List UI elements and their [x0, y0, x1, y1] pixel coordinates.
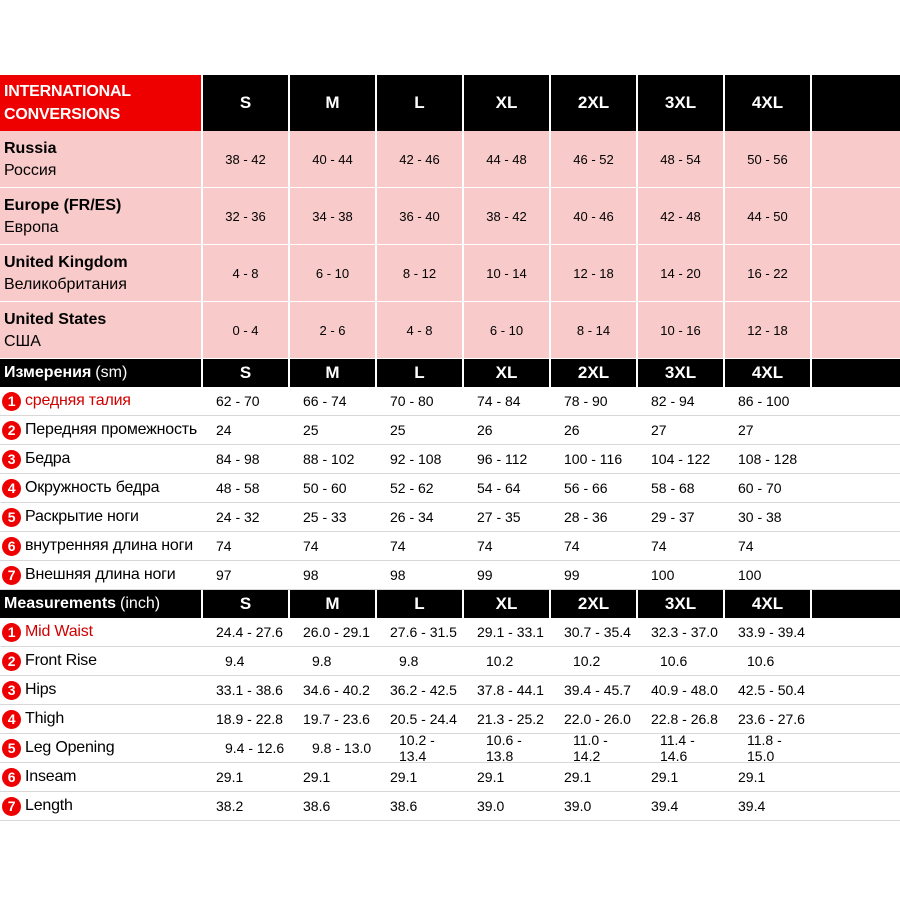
size-header-xl: XL: [464, 75, 551, 131]
measurement-value: 22.8 - 26.8: [638, 705, 725, 733]
measurement-value: 9.8: [290, 647, 377, 675]
measurement-row: [0, 763, 900, 792]
empty-cell: [812, 618, 900, 646]
measurement-row: [0, 416, 900, 445]
size-header-xl: XL: [464, 590, 551, 618]
empty-cell: [812, 647, 900, 675]
size-header-3xl: 3XL: [638, 359, 725, 387]
measurement-value: 98: [290, 561, 377, 589]
measurement-value: 39.4: [725, 792, 812, 820]
measurement-value: 29.1: [377, 763, 464, 791]
measurement-value: 60 - 70: [725, 474, 812, 502]
empty-cell: [812, 532, 900, 560]
conversion-value: 40 - 44: [290, 131, 377, 187]
size-header-m: M: [290, 359, 377, 387]
measurement-value: 34.6 - 40.2: [290, 676, 377, 704]
measurement-value: 26.0 - 29.1: [290, 618, 377, 646]
measurement-value: 30.7 - 35.4: [551, 618, 638, 646]
conversion-value: 38 - 42: [464, 188, 551, 244]
measurement-value: 25 - 33: [290, 503, 377, 531]
measurement-value: 74: [377, 532, 464, 560]
measurement-value: 74: [203, 532, 290, 560]
measurement-value: 98: [377, 561, 464, 589]
measurement-value: 29 - 37: [638, 503, 725, 531]
conversion-value: 42 - 46: [377, 131, 464, 187]
measurement-value: 104 - 122: [638, 445, 725, 473]
measurement-value: 100 - 116: [551, 445, 638, 473]
measurement-value: 56 - 66: [551, 474, 638, 502]
measurement-value: 29.1: [638, 763, 725, 791]
measurement-row: [0, 474, 900, 503]
conversion-value: 8 - 12: [377, 245, 464, 301]
measurement-name: Внешняя длина ноги: [25, 566, 176, 583]
title-line-2: CONVERSIONS: [4, 106, 121, 123]
measurement-value: 10.2: [551, 647, 638, 675]
measurement-name: Hips: [25, 681, 57, 698]
measurement-value: 48 - 58: [203, 474, 290, 502]
conversion-value: 8 - 14: [551, 302, 638, 358]
conversion-value: 34 - 38: [290, 188, 377, 244]
country-name: United Kingdom: [4, 253, 128, 271]
measurement-value: 33.1 - 38.6: [203, 676, 290, 704]
measurement-value: 27: [725, 416, 812, 444]
conversion-value: 12 - 18: [551, 245, 638, 301]
measurement-value: 26 - 34: [377, 503, 464, 531]
conversion-value: 4 - 8: [377, 302, 464, 358]
conversion-value: 16 - 22: [725, 245, 812, 301]
conversion-value: 32 - 36: [203, 188, 290, 244]
measurement-value: 27: [638, 416, 725, 444]
measurement-value: 42.5 - 50.4: [725, 676, 812, 704]
measurement-label: [0, 647, 203, 675]
measurement-value: 39.0: [464, 792, 551, 820]
measurement-value: 39.0: [551, 792, 638, 820]
empty-header-cell: [812, 359, 900, 387]
international-header-row: [0, 75, 900, 131]
measurement-value: 24 - 32: [203, 503, 290, 531]
measurement-label: [0, 734, 203, 762]
measurements-inch-unit: (inch): [120, 595, 161, 612]
measurement-row: [0, 445, 900, 474]
measurement-name: Бедра: [25, 450, 71, 467]
conversion-value: 4 - 8: [203, 245, 290, 301]
country-name: United States: [4, 310, 107, 328]
size-header-3xl: 3XL: [638, 590, 725, 618]
measurement-value: 97: [203, 561, 290, 589]
measurement-value: 70 - 80: [377, 387, 464, 415]
empty-cell: [812, 302, 900, 358]
measurement-value: 20.5 - 24.4: [377, 705, 464, 733]
empty-cell: [812, 763, 900, 791]
empty-cell: [812, 131, 900, 187]
measurement-value: 29.1: [725, 763, 812, 791]
measurement-row: [0, 561, 900, 590]
measurement-name: Окружность бедра: [25, 479, 160, 496]
measurement-value: 36.2 - 42.5: [377, 676, 464, 704]
conversion-value: 44 - 50: [725, 188, 812, 244]
measurement-value: 99: [464, 561, 551, 589]
measurement-name: Передняя промежность: [25, 421, 198, 438]
measurement-value: 99: [551, 561, 638, 589]
empty-cell: [812, 734, 900, 762]
measurement-value: 66 - 74: [290, 387, 377, 415]
measurement-value: 28 - 36: [551, 503, 638, 531]
measurement-value: 108 - 128: [725, 445, 812, 473]
measurements-sm-unit: (sm): [95, 364, 128, 381]
number-badge-icon: 5: [2, 508, 21, 527]
measurement-name: Раскрытие ноги: [25, 508, 139, 525]
measurement-value: 74 - 84: [464, 387, 551, 415]
number-badge-icon: 7: [2, 797, 21, 816]
size-header-m: M: [290, 75, 377, 131]
measurement-value: 29.1: [203, 763, 290, 791]
measurement-value: 39.4: [638, 792, 725, 820]
number-badge-icon: 3: [2, 681, 21, 700]
conversion-value: 12 - 18: [725, 302, 812, 358]
number-badge-icon: 1: [2, 392, 21, 411]
measurement-value: 82 - 94: [638, 387, 725, 415]
conversion-value: 10 - 16: [638, 302, 725, 358]
number-badge-icon: 2: [2, 652, 21, 671]
country-name-ru: Россия: [4, 161, 57, 179]
conversion-value: 44 - 48: [464, 131, 551, 187]
measurement-value: 52 - 62: [377, 474, 464, 502]
empty-cell: [812, 561, 900, 589]
measurement-label: [0, 445, 203, 473]
measurement-row: [0, 792, 900, 821]
measurements-sm-title: [0, 359, 203, 387]
conversion-value: 0 - 4: [203, 302, 290, 358]
measurement-value: 74: [638, 532, 725, 560]
measurement-label: [0, 474, 203, 502]
measurement-value: 23.6 - 27.6: [725, 705, 812, 733]
measurements-sm-header-row: [0, 359, 900, 387]
size-header-l: L: [377, 359, 464, 387]
country-name-ru: США: [4, 332, 41, 350]
country-label: [0, 302, 203, 358]
size-header-3xl: 3XL: [638, 75, 725, 131]
number-badge-icon: 1: [2, 623, 21, 642]
measurement-value: 38.2: [203, 792, 290, 820]
measurement-value: 10.6 - 13.8: [464, 734, 551, 762]
size-header-s: S: [203, 590, 290, 618]
measurement-value: 37.8 - 44.1: [464, 676, 551, 704]
measurement-name: Front Rise: [25, 652, 97, 669]
conversion-value: 2 - 6: [290, 302, 377, 358]
empty-cell: [812, 705, 900, 733]
measurement-value: 18.9 - 22.8: [203, 705, 290, 733]
number-badge-icon: 4: [2, 479, 21, 498]
measurement-value: 9.8: [377, 647, 464, 675]
measurement-row: [0, 387, 900, 416]
number-badge-icon: 4: [2, 710, 21, 729]
empty-cell: [812, 792, 900, 820]
measurement-row: [0, 647, 900, 676]
number-badge-icon: 3: [2, 450, 21, 469]
country-name-ru: Великобритания: [4, 275, 127, 293]
measurement-value: 26: [551, 416, 638, 444]
size-header-m: M: [290, 590, 377, 618]
measurement-value: 11.4 - 14.6: [638, 734, 725, 762]
measurement-name: Inseam: [25, 768, 77, 785]
empty-cell: [812, 503, 900, 531]
title-line-1: INTERNATIONAL: [4, 83, 131, 100]
measurement-value: 38.6: [377, 792, 464, 820]
measurement-row: [0, 503, 900, 532]
measurement-value: 33.9 - 39.4: [725, 618, 812, 646]
measurement-label: [0, 676, 203, 704]
measurement-name: Thigh: [25, 710, 65, 727]
measurement-value: 54 - 64: [464, 474, 551, 502]
measurement-name: внутренняя длина ноги: [25, 537, 194, 554]
measurements-inch-title: [0, 590, 203, 618]
measurement-value: 74: [551, 532, 638, 560]
conversion-value: 6 - 10: [464, 302, 551, 358]
country-name-ru: Европа: [4, 218, 59, 236]
conversion-value: 42 - 48: [638, 188, 725, 244]
empty-cell: [812, 387, 900, 415]
number-badge-icon: 2: [2, 421, 21, 440]
measurements-inch-title-text: Measurements: [4, 595, 117, 612]
country-name: Europe (FR/ES): [4, 196, 122, 214]
measurement-value: 25: [377, 416, 464, 444]
conversion-value: 10 - 14: [464, 245, 551, 301]
measurement-value: 62 - 70: [203, 387, 290, 415]
measurement-value: 58 - 68: [638, 474, 725, 502]
measurement-value: 10.2 - 13.4: [377, 734, 464, 762]
measurement-value: 10.6: [725, 647, 812, 675]
conversion-value: 48 - 54: [638, 131, 725, 187]
country-label: [0, 188, 203, 244]
conversion-value: 6 - 10: [290, 245, 377, 301]
measurements-inch-header-row: [0, 590, 900, 618]
measurement-label: [0, 763, 203, 791]
measurement-value: 24.4 - 27.6: [203, 618, 290, 646]
measurement-value: 100: [725, 561, 812, 589]
conversion-row: [0, 302, 900, 359]
measurement-value: 24: [203, 416, 290, 444]
measurement-value: 29.1: [464, 763, 551, 791]
conversion-value: 40 - 46: [551, 188, 638, 244]
size-header-s: S: [203, 75, 290, 131]
conversion-row: [0, 245, 900, 302]
measurement-value: 100: [638, 561, 725, 589]
size-header-4xl: 4XL: [725, 590, 812, 618]
size-header-xl: XL: [464, 359, 551, 387]
size-header-l: L: [377, 590, 464, 618]
measurement-value: 9.4 - 12.6: [203, 734, 290, 762]
empty-cell: [812, 416, 900, 444]
conversion-row: [0, 188, 900, 245]
measurement-value: 32.3 - 37.0: [638, 618, 725, 646]
conversion-value: 46 - 52: [551, 131, 638, 187]
measurement-value: 74: [464, 532, 551, 560]
measurement-value: 50 - 60: [290, 474, 377, 502]
measurement-value: 96 - 112: [464, 445, 551, 473]
measurement-value: 19.7 - 23.6: [290, 705, 377, 733]
measurement-name: Mid Waist: [25, 623, 93, 640]
empty-cell: [812, 188, 900, 244]
measurement-value: 30 - 38: [725, 503, 812, 531]
conversion-value: 36 - 40: [377, 188, 464, 244]
measurement-value: 38.6: [290, 792, 377, 820]
measurement-value: 84 - 98: [203, 445, 290, 473]
size-header-4xl: 4XL: [725, 75, 812, 131]
measurement-label: [0, 792, 203, 820]
measurement-label: [0, 503, 203, 531]
measurement-value: 78 - 90: [551, 387, 638, 415]
number-badge-icon: 6: [2, 537, 21, 556]
measurement-value: 25: [290, 416, 377, 444]
measurement-value: 74: [725, 532, 812, 560]
measurement-value: 9.4: [203, 647, 290, 675]
measurement-name: Leg Opening: [25, 739, 115, 756]
measurement-value: 9.8 - 13.0: [290, 734, 377, 762]
measurement-label: [0, 618, 203, 646]
measurement-row: [0, 734, 900, 763]
measurement-row: [0, 532, 900, 561]
measurement-value: 11.0 - 14.2: [551, 734, 638, 762]
country-label: [0, 245, 203, 301]
size-header-2xl: 2XL: [551, 590, 638, 618]
measurements-sm-title-text: Измерения: [4, 364, 92, 381]
measurement-value: 29.1 - 33.1: [464, 618, 551, 646]
empty-cell: [812, 245, 900, 301]
country-label: [0, 131, 203, 187]
measurement-value: 22.0 - 26.0: [551, 705, 638, 733]
measurement-value: 11.8 - 15.0: [725, 734, 812, 762]
measurement-value: 27 - 35: [464, 503, 551, 531]
country-name: Russia: [4, 139, 57, 157]
number-badge-icon: 6: [2, 768, 21, 787]
conversion-value: 14 - 20: [638, 245, 725, 301]
measurement-value: 10.6: [638, 647, 725, 675]
measurement-label: [0, 416, 203, 444]
measurement-value: 27.6 - 31.5: [377, 618, 464, 646]
measurement-name: средняя талия: [25, 392, 131, 409]
empty-cell: [812, 474, 900, 502]
empty-header-cell: [812, 75, 900, 131]
number-badge-icon: 7: [2, 566, 21, 585]
measurement-value: 10.2: [464, 647, 551, 675]
empty-cell: [812, 676, 900, 704]
measurement-value: 21.3 - 25.2: [464, 705, 551, 733]
size-header-l: L: [377, 75, 464, 131]
conversion-value: 38 - 42: [203, 131, 290, 187]
measurement-label: [0, 561, 203, 589]
measurement-label: [0, 532, 203, 560]
measurement-value: 74: [290, 532, 377, 560]
measurement-value: 39.4 - 45.7: [551, 676, 638, 704]
empty-cell: [812, 445, 900, 473]
number-badge-icon: 5: [2, 739, 21, 758]
measurement-value: 86 - 100: [725, 387, 812, 415]
conversion-value: 50 - 56: [725, 131, 812, 187]
measurement-label: [0, 705, 203, 733]
measurement-row: [0, 705, 900, 734]
international-conversions-title: [0, 75, 203, 131]
size-header-2xl: 2XL: [551, 75, 638, 131]
measurement-value: 29.1: [290, 763, 377, 791]
measurement-value: 26: [464, 416, 551, 444]
measurement-row: [0, 676, 900, 705]
size-header-s: S: [203, 359, 290, 387]
measurement-name: Length: [25, 797, 73, 814]
size-header-4xl: 4XL: [725, 359, 812, 387]
measurement-label: [0, 387, 203, 415]
title-text: [4, 80, 131, 126]
measurement-value: 88 - 102: [290, 445, 377, 473]
measurement-value: 92 - 108: [377, 445, 464, 473]
measurement-row: [0, 618, 900, 647]
conversion-row: [0, 131, 900, 188]
measurement-value: 29.1: [551, 763, 638, 791]
size-header-2xl: 2XL: [551, 359, 638, 387]
size-chart: [0, 75, 900, 821]
measurement-value: 40.9 - 48.0: [638, 676, 725, 704]
empty-header-cell: [812, 590, 900, 618]
